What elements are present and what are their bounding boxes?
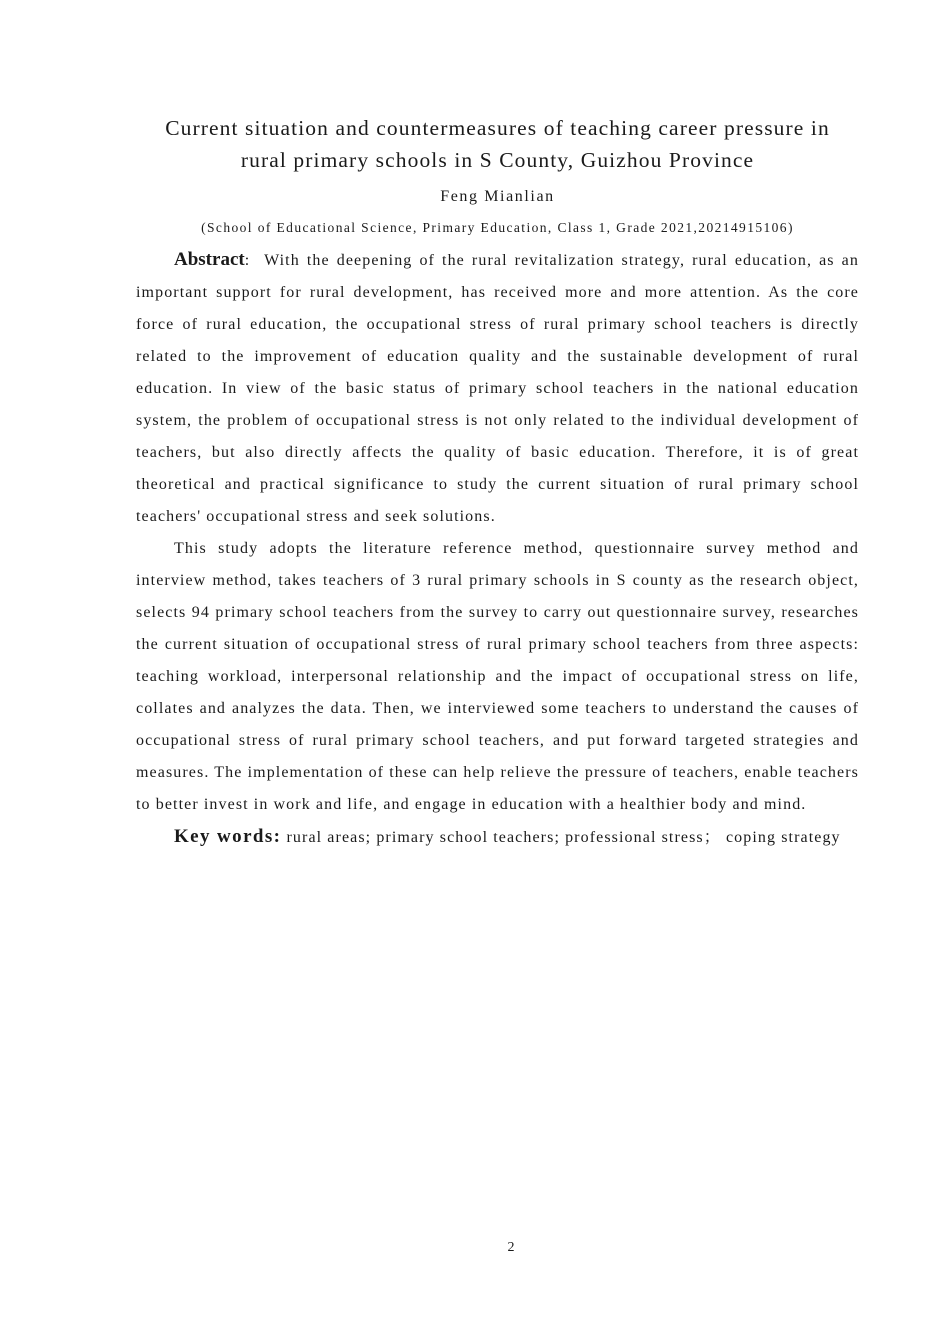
keywords-label: Key words: bbox=[174, 826, 282, 847]
author-name: Feng Mianlian bbox=[440, 188, 555, 205]
title-line-1: Current situation and countermeasures of teaching career pressure in bbox=[165, 116, 830, 140]
abstract-label: Abstract bbox=[174, 249, 245, 270]
document-page bbox=[136, 112, 859, 854]
abstract-separator: : bbox=[244, 252, 265, 269]
page-number: 2 bbox=[507, 1240, 515, 1255]
paper-title bbox=[136, 112, 859, 176]
author-affiliation: (School of Educational Science, Primary Education, Class 1, Grade 2021,20214915106) bbox=[201, 220, 794, 235]
abstract-text: With the deepening of the rural revitalization strategy, rural education, as an important support for rural development, has received more and more attention. As the core force of rural education, the occupational stress of rural primary school teachers is directly related to the improvement of education quality and the sustainable development of rural education. In view of the basic status of primary school teachers in the national education system, the problem of occupational stress is not only related to the individual development of teachers, but also directly affects the quality of basic education. Therefore, it is of great theoretical and practical significance to study the current situation of rural primary school teachers' occupational stress and seek solutions. bbox=[136, 252, 859, 525]
title-line-2: rural primary schools in S County, Guizhou Province bbox=[240, 148, 755, 172]
abstract-paragraph bbox=[136, 244, 859, 533]
body-paragraph: This study adopts the literature reference method, questionnaire survey method and interview method, takes teachers of 3 rural primary schools in S county as the research object, selects 94 primary school teachers from the survey to carry out questionnaire survey, researches the current situation of occupational stress of rural primary school teachers from three aspects: teaching workload, interpersonal relationship and the impact of occupational stress on life, collates and analyzes the data. Then, we interviewed some teachers to understand the causes of occupational stress of rural primary school teachers, and put forward targeted strategies and measures. The implementation of these can help relieve the pressure of teachers, enable teachers to better invest in work and life, and engage in education with a healthier body and mind. bbox=[136, 540, 859, 813]
keywords-text: rural areas; primary school teachers; professional stress； coping strategy bbox=[281, 829, 841, 846]
keywords-paragraph bbox=[136, 821, 859, 854]
